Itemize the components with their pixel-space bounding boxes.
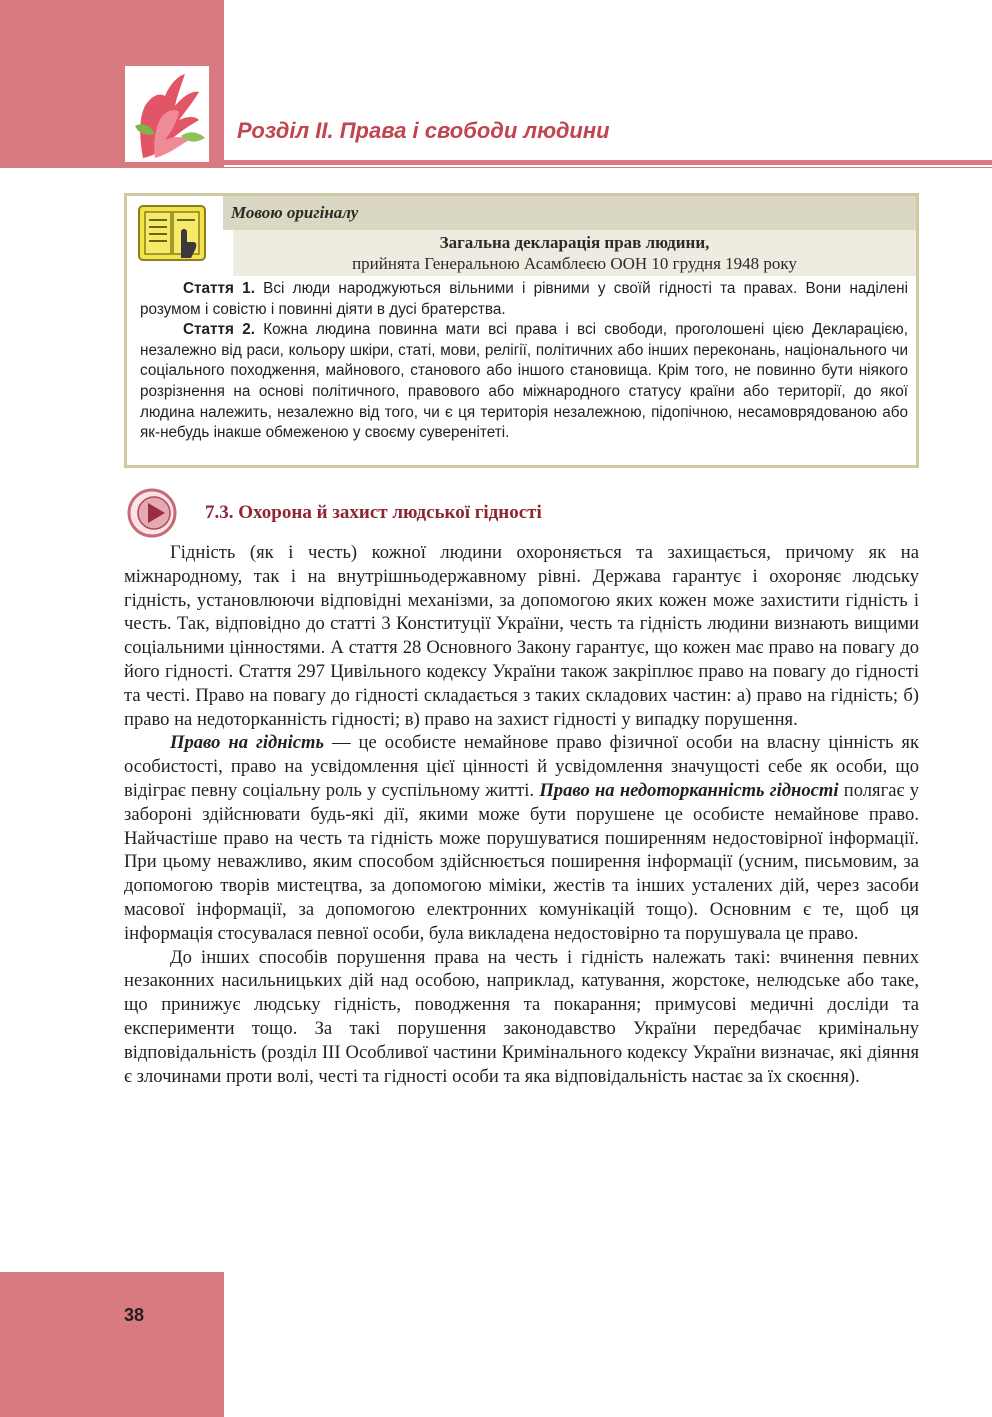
paragraph-3: До інших способів порушення права на честь і гідність належать такі: вчинення певних незаконних насильницьких дій над особою, наприклад, катування, жорстоке, нелюдське або таке, що принижує людську гідність, поводження та покарання; примусові медичні досліди та експерименти тощо. За такі порушення законодавство України передбачає кримінальну відповідальність (розділ ІІІ Особливої частини Кримінального кодексу України визначає, які діяння є злочинами проти волі, честі та гідності особи та яка відповідальність настає за їх скоєння).: [124, 946, 919, 1087]
paragraph-2-part-2: полягає у забороні здійснювати будь-які дії, якими може бути порушене це особисте немайнове право. Найчастіше право на честь та гідність може порушуватися поширенням недостовірної інформації. При цьому неважливо, яким способом здійснюється поширення інформації (усним, письмовим, за допомогою творів мистецтва, за допомогою міміки, жестів та інших усталених дій, через засоби масової інформації, за допомогою електронних комунікацій тощо). Основним є те, щоб ця інформація стосувалася певної особи, була викладена недостовірно та порушувала це право.: [124, 779, 919, 944]
article-2-text: Кожна людина повинна мати всі права і всі свободи, проголошені цією Декларацією, незалежно від раси, кольору шкіри, статі, мови, релігії, політичних або інших переконань, національного чи соціального походження, майнового, станового або іншого становища. Крім того, не повинно бути ніякого розрізнення на основі політичного, правового або міжнародного статусу країни або території, до якої людина належить, незалежно від того, чи є ця територія незалежною, підопічною, несамоврядованою або як-небудь інакше обмеженою у своєму суверенітеті.: [140, 321, 908, 442]
hands-logo: [125, 66, 209, 162]
book-icon: [137, 202, 211, 264]
paragraph-1: Гідність (як і честь) кожної людини охороняється та захищається, причому як на міжнародному, так і на внутрішньодержавному рівні. Держава гарантує і охороняє людську гідність, установлюючи відповідні механізми, за допомогою яких кожен може захистити гідність і честь. Так, відповідно до статті 3 Конституції України, честь та гідність людини визнають вищими соціальними цінностями. А стаття 28 Основного Закону гарантує, що кожен має право на повагу до його гідності. Стаття 297 Цивільного кодексу України також закріплює право на повагу до гідності та честі. Право на повагу до гідності складається з таких складових частин: а) право на гідність; б) право на недоторканність гідності; в) право на захист гідності у випадку порушення.: [124, 542, 919, 730]
article-2-label: Стаття 2.: [183, 321, 255, 339]
article-1-text: Всі люди народжуються вільними і рівними у своїй гідності та правах. Вони наділені розумом і совістю і повинні діяти в дусі братерства.: [140, 280, 909, 318]
section-title: 7.3. Охорона й захист людської гідності: [205, 502, 542, 523]
play-button-icon: [124, 488, 180, 538]
paragraph-2: [124, 731, 919, 945]
declaration-title-band: [233, 230, 916, 276]
declaration-subtitle: прийнята Генеральною Асамблеєю ООН 10 грудня 1948 року: [352, 254, 797, 273]
declaration-text: [140, 279, 908, 444]
declaration-title: Загальна декларація прав людини,: [439, 233, 710, 252]
term-inviolability-of-dignity: Право на недоторканність гідності: [539, 779, 839, 801]
article-2: [140, 320, 908, 444]
footer-side-band: [0, 1272, 224, 1417]
header-divider: [224, 160, 992, 165]
original-box-label: Мовою оригіналу: [231, 203, 359, 222]
article-1-label: Стаття 1.: [183, 280, 255, 297]
original-box-header: [223, 196, 916, 230]
paragraph-2-part-1: — це особисте немайнове право фізичної особи на власну цінність як особистості, право на усвідомлення цієї цінності й усвідомлення значущості себе як особи, що відіграє певну соціальну роль у суспільному житті.: [124, 732, 919, 801]
article-1: [140, 279, 908, 320]
page-number: 38: [124, 1305, 145, 1325]
chapter-title: Розділ ІІ. Права і свободи людини: [237, 118, 610, 143]
body-text: [124, 541, 919, 1088]
term-right-to-dignity: Право на гідність: [170, 732, 324, 754]
original-language-box: [124, 193, 919, 468]
header-divider-thin: [224, 167, 992, 168]
hands-logo-icon: [125, 66, 209, 162]
